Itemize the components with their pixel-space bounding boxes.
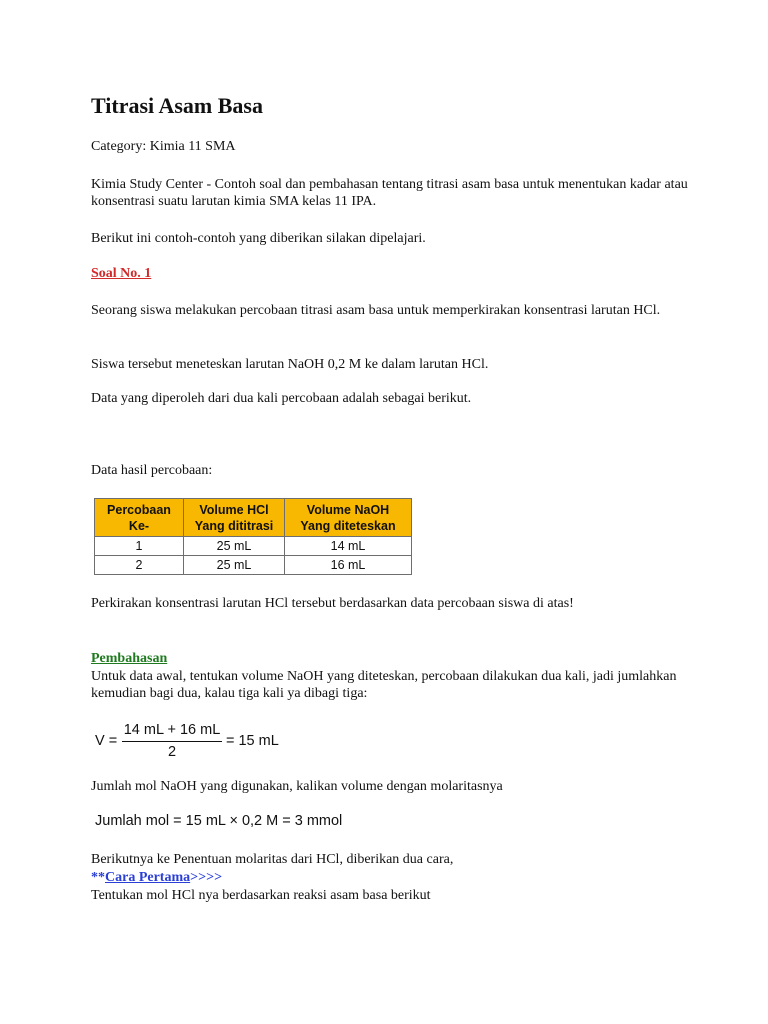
pembahasan-heading-text: Pembahasan <box>91 651 168 666</box>
category-line: Category: Kimia 11 SMA <box>91 139 236 154</box>
soal-heading-text: Soal No. 1 <box>91 266 152 281</box>
formula-rhs: = 15 mL <box>226 733 279 749</box>
cara-suffix: >>>> <box>190 870 223 885</box>
formula-numerator: 14 mL + 16 mL <box>123 722 221 738</box>
table-row <box>95 537 412 556</box>
question: Perkirakan konsentrasi larutan HCl tersebut berdasarkan data percobaan siswa di atas! <box>91 596 574 611</box>
table-header-cell: Volume NaOH Yang diteteskan <box>285 499 412 537</box>
intro-paragraph: Kimia Study Center - Contoh soal dan pembahasan tentang titrasi asam basa untuk menentukan kadar atau konsentrasi suatu larutan kimia SMA kelas 11 IPA. <box>91 177 688 209</box>
table-cell: 2 <box>95 556 184 575</box>
page-title: Titrasi Asam Basa <box>91 93 263 118</box>
cara-pertama-line <box>91 869 691 886</box>
table-cell: 1 <box>95 537 184 556</box>
cara-prefix: ** <box>91 870 105 885</box>
fraction-bar <box>122 741 222 742</box>
mol-formula: Jumlah mol = 15 mL × 0,2 M = 3 mmol <box>95 813 343 829</box>
soal-paragraph-2: Siswa tersebut meneteskan larutan NaOH 0,2 M ke dalam larutan HCl. <box>91 357 489 372</box>
formula-fraction <box>122 721 222 761</box>
table-header-cell: Percobaan Ke- <box>95 499 184 537</box>
pembahasan-paragraph-3: Berikutnya ke Penentuan molaritas dari HCl, diberikan dua cara, <box>91 852 454 867</box>
formula-denominator: 2 <box>167 744 177 760</box>
soal-paragraph-1: Seorang siswa melakukan percobaan titrasi asam basa untuk memperkirakan konsentrasi larutan HCl. <box>91 303 661 318</box>
table-cell: 14 mL <box>285 537 412 556</box>
table-cell: 25 mL <box>184 556 285 575</box>
pembahasan-heading <box>91 650 691 667</box>
data-table <box>94 498 412 575</box>
pembahasan-paragraph-1: Untuk data awal, tentukan volume NaOH yang diteteskan, percobaan dilakukan dua kali, jadi jumlahkan kemudian bagi dua, kalau tiga kali ya dibagi tiga: <box>91 669 677 701</box>
soal-heading <box>91 265 691 282</box>
soal-paragraph-3: Data yang diperoleh dari dua kali percobaan adalah sebagai berikut. <box>91 391 472 406</box>
formula-lhs: V = <box>95 733 118 749</box>
data-label: Data hasil percobaan: <box>91 463 213 478</box>
pembahasan-paragraph-4: Tentukan mol HCl nya berdasarkan reaksi asam basa berikut <box>91 888 431 903</box>
table-cell: 25 mL <box>184 537 285 556</box>
table-row <box>95 556 412 575</box>
intro-followup: Berikut ini contoh-contoh yang diberikan silakan dipelajari. <box>91 231 426 246</box>
cara-pertama-link[interactable]: Cara Pertama <box>105 870 191 885</box>
table-cell: 16 mL <box>285 556 412 575</box>
pembahasan-paragraph-2: Jumlah mol NaOH yang digunakan, kalikan volume dengan molaritasnya <box>91 779 503 794</box>
table-header-cell: Volume HCl Yang dititrasi <box>184 499 285 537</box>
table-header-row <box>95 499 412 537</box>
